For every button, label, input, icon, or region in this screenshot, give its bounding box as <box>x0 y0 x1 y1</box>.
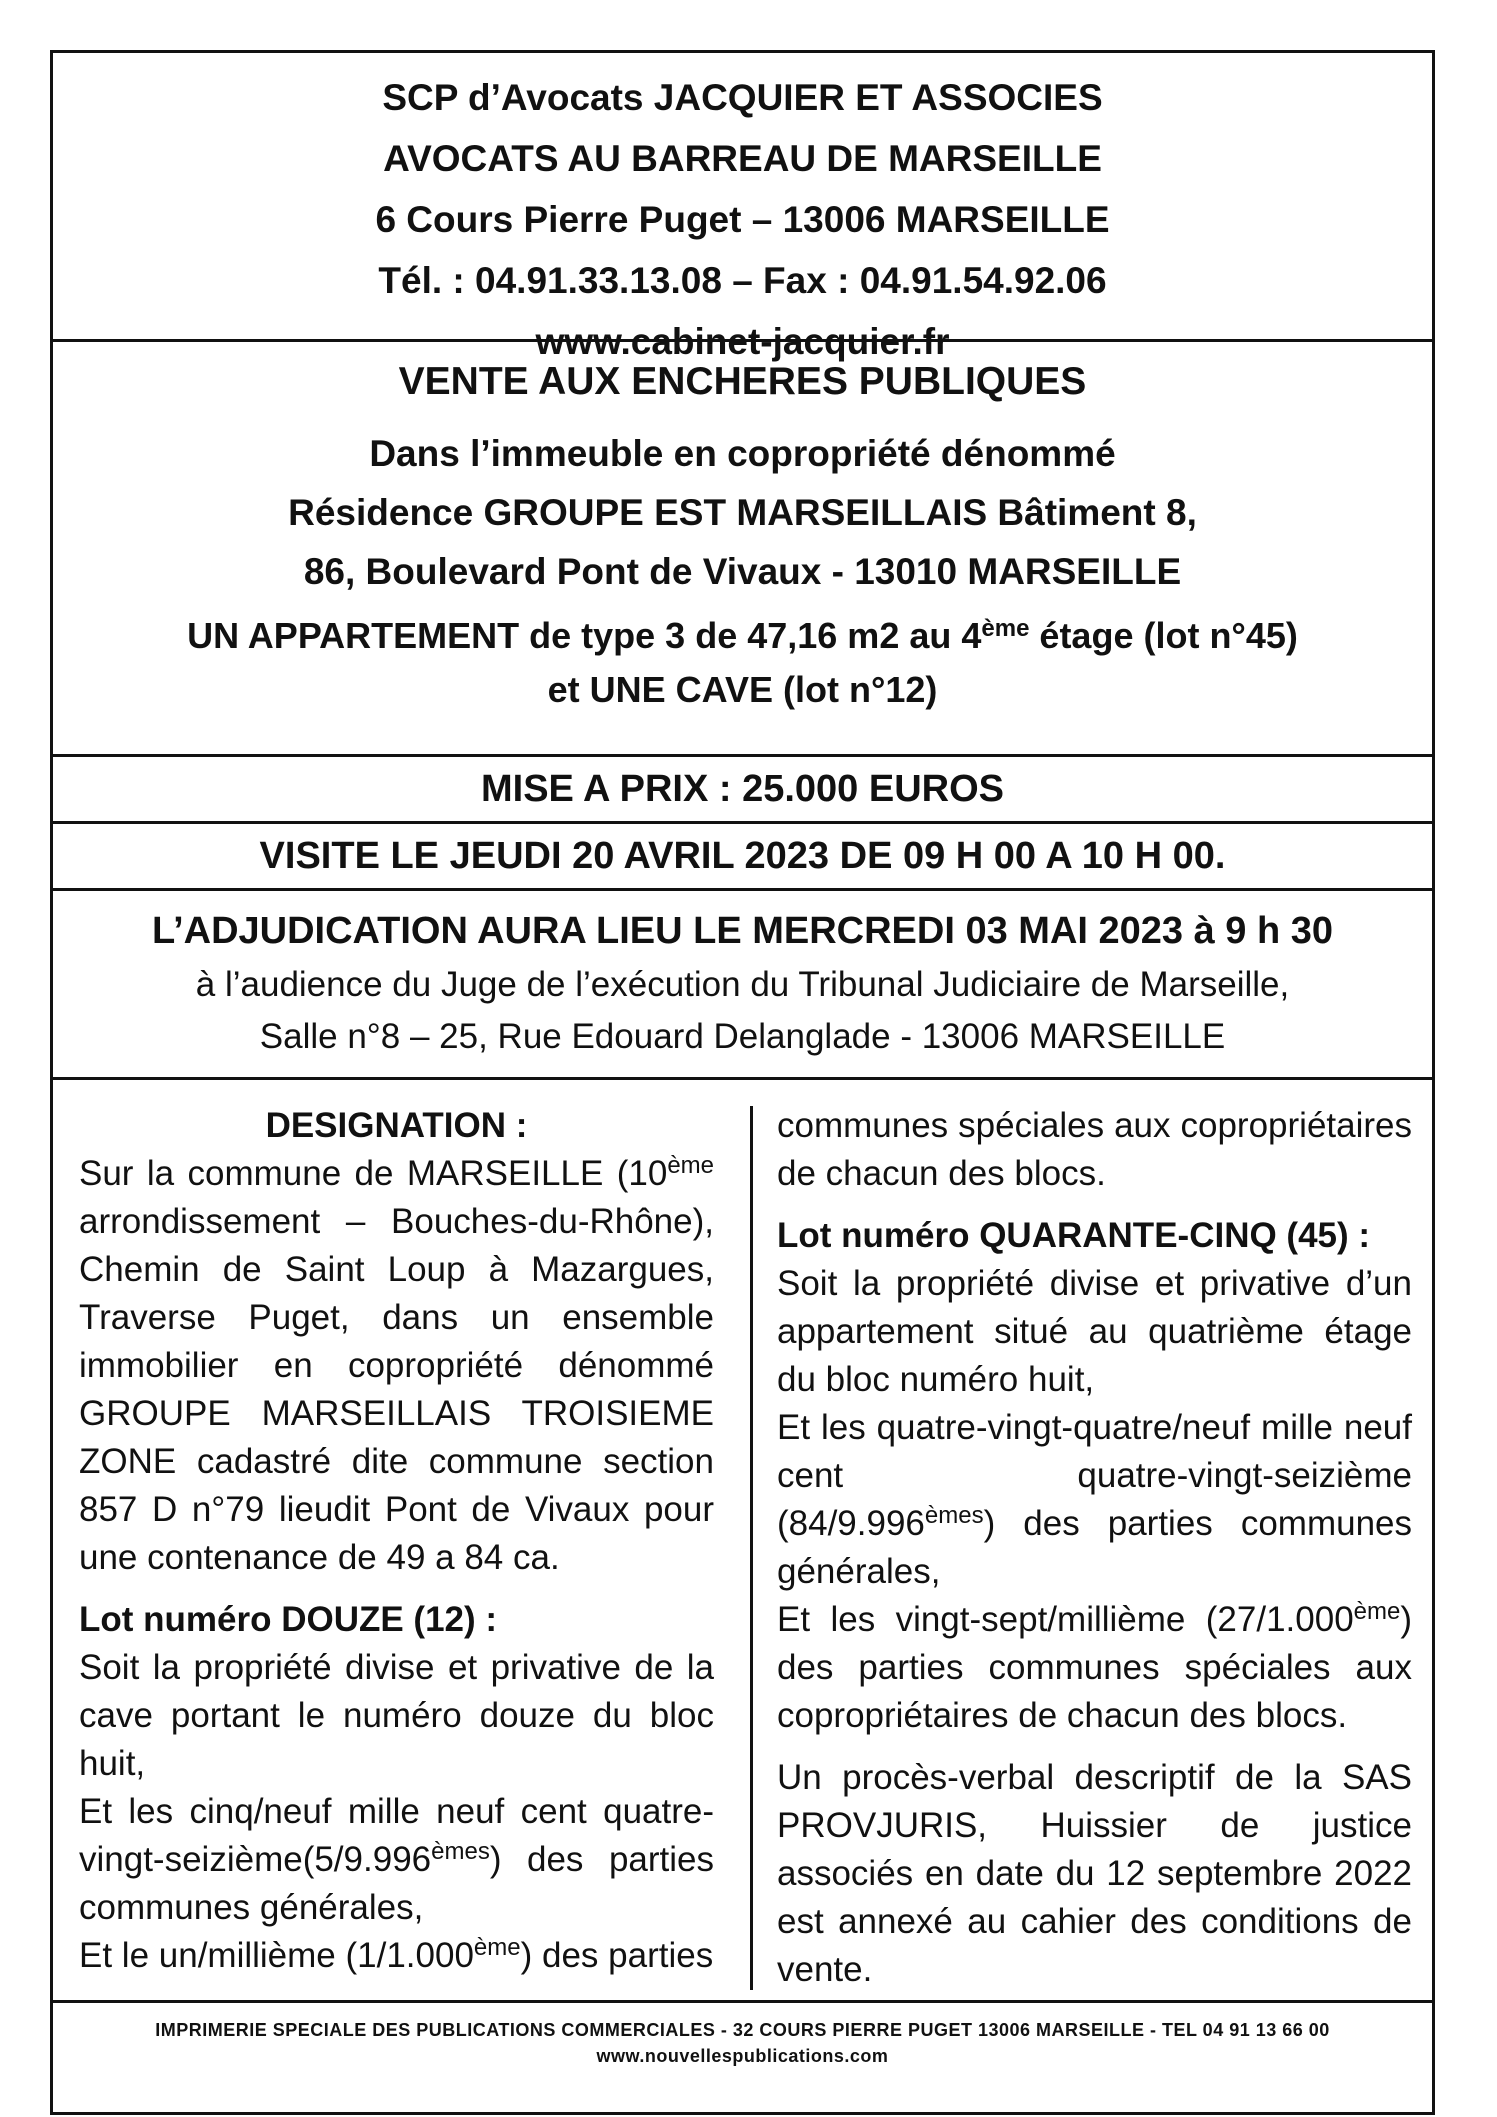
firm-address: 6 Cours Pierre Puget – 13006 MARSEILLE <box>375 199 1110 240</box>
sale-section <box>53 339 1432 754</box>
lot45-paragraph-3 <box>777 1596 1412 1740</box>
designation-heading: DESIGNATION : <box>265 1106 528 1145</box>
lot45-p2-a: Et les quatre-vingt-quatre/neuf mille neuf cent quatre-vingt-seizième (84/9.996 <box>777 1408 1412 1543</box>
right-column <box>777 1102 1412 1994</box>
lot12-paragraph-1: Soit la propriété divise et privative de la cave portant le numéro douze du bloc huit, <box>79 1648 714 1783</box>
visit-date: VISITE LE JEUDI 20 AVRIL 2023 DE 09 H 00 A 10 H 00. <box>53 821 1432 888</box>
lot12-heading: Lot numéro DOUZE (12) : <box>79 1600 498 1639</box>
lot45-p2-sup: èmes <box>924 1502 984 1529</box>
lot45-heading: Lot numéro QUARANTE-CINQ (45) : <box>777 1216 1371 1255</box>
starting-price: MISE A PRIX : 25.000 EUROS <box>53 754 1432 821</box>
lot12-paragraph-2 <box>79 1788 714 1932</box>
lot-apartment-text: UN APPARTEMENT de type 3 de 47,16 m2 au 4 <box>187 615 982 656</box>
lot-cellar: et UNE CAVE (lot n°12) <box>547 669 938 710</box>
firm-phone-fax: Tél. : 04.91.33.13.08 – Fax : 04.91.54.92.06 <box>378 260 1107 301</box>
lot-apartment-sup: ème <box>981 615 1030 642</box>
adjudication-title: L’ADJUDICATION AURA LIEU LE MERCREDI 03 MAI 2023 à 9 h 30 <box>151 910 1334 952</box>
lot12-p2-b: ) des parties communes générales, <box>79 1840 714 1927</box>
firm-website: www.cabinet-jacquier.fr <box>535 321 950 362</box>
lot45-p2-b: ) des parties communes générales, <box>777 1504 1412 1591</box>
lot12-p3-sup: ème <box>473 1934 521 1961</box>
lot45-p3-sup: ème <box>1353 1598 1401 1625</box>
building-line-3: 86, Boulevard Pont de Vivaux - 13010 MARSEILLE <box>303 551 1182 592</box>
notice-frame <box>50 50 1435 2115</box>
lot12-p2-sup: èmes <box>431 1838 490 1865</box>
column-divider <box>750 1106 753 1990</box>
law-firm-header <box>53 53 1432 362</box>
printer-line: IMPRIMERIE SPECIALE DES PUBLICATIONS COMMERCIALES - 32 COURS PIERRE PUGET 13006 MARSEILLE - TEL 04 91 13 66 00 <box>155 2020 1330 2040</box>
lot-apartment-end: étage (lot n°45) <box>1029 615 1298 656</box>
designation-body <box>53 1077 1432 2000</box>
left-column <box>79 1102 714 1980</box>
lot45-p3-b: ) des parties communes spéciales aux copropriétaires de chacun des blocs. <box>777 1600 1412 1735</box>
designation-text-b: arrondissement – Bouches-du-Rhône), Chemin de Saint Loup à Mazargues, Traverse Puget, dans un ensemble immobilier en copropriété dénommé GROUPE MARSEILLAIS TROISIEME ZONE cadastré dite commune section 857 D n°79 lieudit Pont de Vivaux pour une contenance de 49 a 84 ca. <box>79 1202 714 1577</box>
printer-footer <box>53 2000 1432 2112</box>
adjudication-address: Salle n°8 – 25, Rue Edouard Delanglade - 13006 MARSEILLE <box>259 1017 1226 1056</box>
printer-website: www.nouvellespublications.com <box>596 2046 889 2066</box>
lot-apartment <box>53 609 1432 663</box>
adjudication-section <box>53 888 1432 1077</box>
firm-bar: AVOCATS AU BARREAU DE MARSEILLE <box>383 138 1102 179</box>
proces-verbal-paragraph: Un procès-verbal descriptif de la SAS PROVJURIS, Huissier de justice associés en date du 12 septembre 2022 est annexé au cahier des conditions de vente. <box>777 1758 1412 1989</box>
designation-sup: ème <box>667 1152 714 1179</box>
lots-summary <box>53 609 1432 717</box>
sale-title: VENTE AUX ENCHERES PUBLIQUES <box>398 360 1087 403</box>
lot12-p3-b: ) des parties <box>520 1936 714 1975</box>
building-line-1: Dans l’immeuble en copropriété dénommé <box>369 433 1116 474</box>
designation-text-a: Sur la commune de MARSEILLE (10 <box>79 1154 668 1193</box>
firm-name: SCP d’Avocats JACQUIER ET ASSOCIES <box>382 77 1103 118</box>
lot12-p3-a: Et le un/millième (1/1.000 <box>79 1936 474 1975</box>
lot12-continuation: communes spéciales aux copropriétaires de chacun des blocs. <box>777 1106 1412 1193</box>
lot45-paragraph-2 <box>777 1404 1412 1596</box>
building-line-2: Résidence GROUPE EST MARSEILLAIS Bâtiment 8, <box>288 492 1197 533</box>
designation-text <box>79 1150 714 1582</box>
adjudication-court: à l’audience du Juge de l’exécution du Tribunal Judiciaire de Marseille, <box>195 965 1290 1004</box>
lot12-p2-a: Et les cinq/neuf mille neuf cent quatre-vingt-seizième(5/9.996 <box>79 1792 714 1879</box>
building-description <box>53 424 1432 601</box>
lot45-p3-a: Et les vingt-sept/millième (27/1.000 <box>777 1600 1354 1639</box>
lot12-paragraph-3 <box>79 1932 714 1980</box>
lot45-paragraph-1: Soit la propriété divise et privative d’un appartement situé au quatrième étage du bloc numéro huit, <box>777 1264 1412 1399</box>
